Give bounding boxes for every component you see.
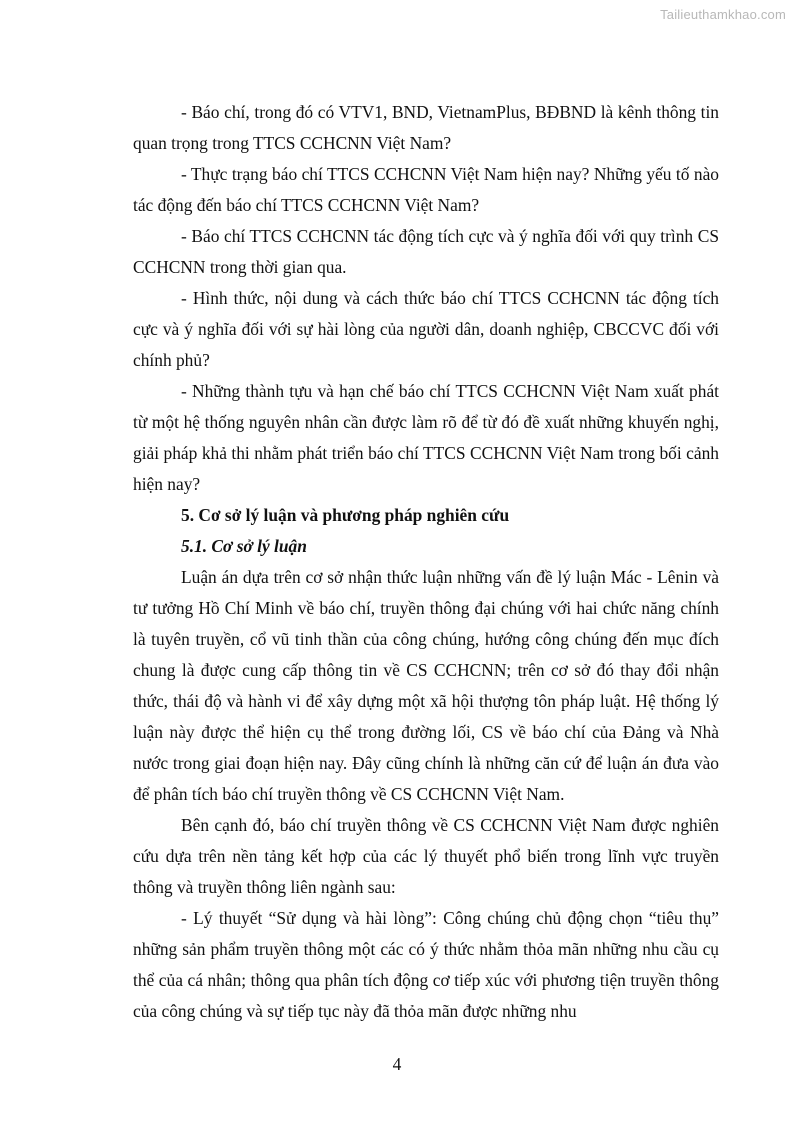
paragraph-theory-basis: Luận án dựa trên cơ sở nhận thức luận những vấn đề lý luận Mác - Lênin và tư tưởng Hồ Chí Minh về báo chí, truyền thông đại chúng với hai chức năng chính là tuyên truyền, cổ vũ tinh thần của công chúng, hướng công chúng đến mục đích chung là được cung cấp thông tin về CS CCHCNN; trên cơ sở đó thay đổi nhận thức, thái độ và hành vi để xây dựng một xã hội thượng tôn pháp luật. Hệ thống lý luận này được thể hiện cụ thể trong đường lối, CS về báo chí của Đảng và Nhà nước trong giai đoạn hiện nay. Đây cũng chính là những căn cứ để luận án đưa vào để phân tích báo chí truyền thông về CS CCHCNN Việt Nam. xyxy=(133,567,719,804)
paragraph-uses-gratifications: - Lý thuyết “Sử dụng và hài lòng”: Công chúng chủ động chọn “tiêu thụ” những sản phẩm truyền thông một các có ý thức nhằm thỏa mãn những nhu cầu cụ thể của cá nhân; thông qua phân tích động cơ tiếp xúc với phương tiện truyền thông của công chúng và sự tiếp tục này đã thỏa mãn được những nhu xyxy=(133,908,719,1021)
paragraph-question-1: - Báo chí, trong đó có VTV1, BND, VietnamPlus, BĐBND là kênh thông tin quan trọng trong TTCS CCHCNN Việt Nam? xyxy=(133,102,719,153)
document-body xyxy=(133,97,719,1027)
paragraph-question-4: - Hình thức, nội dung và cách thức báo chí TTCS CCHCNN tác động tích cực và ý nghĩa đối với sự hài lòng của người dân, doanh nghiệp, CBCCVC đối với chính phủ? xyxy=(133,288,719,370)
paragraph-question-3: - Báo chí TTCS CCHCNN tác động tích cực và ý nghĩa đối với quy trình CS CCHCNN trong thời gian qua. xyxy=(133,226,719,277)
section-heading: 5. Cơ sở lý luận và phương pháp nghiên cứu xyxy=(181,505,510,525)
paragraph-question-5: - Những thành tựu và hạn chế báo chí TTCS CCHCNN Việt Nam xuất phát từ một hệ thống nguyên nhân cần được làm rõ để từ đó đề xuất những khuyến nghị, giải pháp khả thi nhằm phát triển báo chí TTCS CCHCNN Việt Nam trong bối cảnh hiện nay? xyxy=(133,381,719,494)
paragraph-question-2: - Thực trạng báo chí TTCS CCHCNN Việt Nam hiện nay? Những yếu tố nào tác động đến báo chí TTCS CCHCNN Việt Nam? xyxy=(133,164,719,215)
page-number: 4 xyxy=(392,1054,402,1074)
watermark-text: Tailieuthamkhao.com xyxy=(660,7,786,22)
subsection-heading: 5.1. Cơ sở lý luận xyxy=(181,536,307,556)
paragraph-interdisciplinary: Bên cạnh đó, báo chí truyền thông về CS CCHCNN Việt Nam được nghiên cứu dựa trên nền tảng kết hợp của các lý thuyết phổ biến trong lĩnh vực truyền thông và truyền thông liên ngành sau: xyxy=(133,815,719,897)
